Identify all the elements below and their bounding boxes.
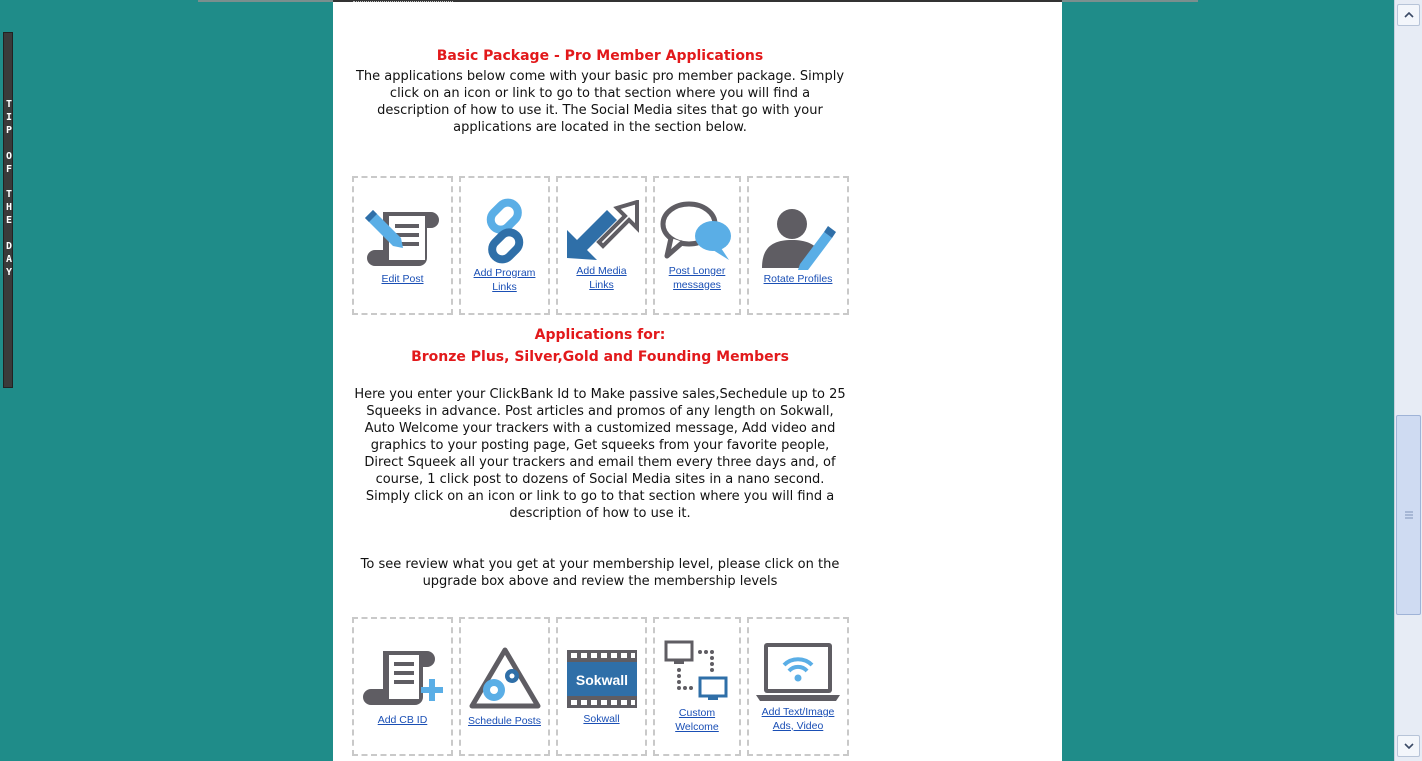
add-text-image-ads-link[interactable]: Add Text/Image Ads, Video bbox=[761, 705, 835, 732]
chevron-down-icon bbox=[1404, 743, 1414, 749]
tile-rotate-profiles[interactable] bbox=[747, 176, 849, 315]
basic-package-heading: Basic Package - Pro Member Applications bbox=[436, 48, 764, 64]
tip-of-the-day-tab[interactable] bbox=[3, 32, 13, 388]
user-edit-icon bbox=[760, 206, 836, 270]
vertical-scrollbar[interactable] bbox=[1394, 0, 1422, 761]
network-computers-icon bbox=[664, 640, 730, 704]
upgraded-apps-grid bbox=[352, 617, 849, 756]
speech-bubbles-icon bbox=[659, 200, 735, 262]
tile-sokwall[interactable] bbox=[556, 617, 647, 756]
edit-post-link[interactable]: Edit Post bbox=[381, 272, 424, 285]
tile-post-longer-messages[interactable] bbox=[653, 176, 741, 315]
tile-schedule-posts[interactable] bbox=[459, 617, 550, 756]
add-program-links-link[interactable]: Add Program Links bbox=[473, 266, 536, 293]
tile-edit-post[interactable] bbox=[352, 176, 453, 315]
post-longer-messages-link[interactable]: Post Longer messages bbox=[668, 264, 726, 291]
grip-icon bbox=[1404, 511, 1414, 519]
upgraded-heading-line1: Applications for: bbox=[534, 327, 666, 343]
sokwall-link[interactable]: Sokwall bbox=[583, 712, 620, 725]
main-content-panel bbox=[333, 0, 1062, 761]
schedule-posts-link[interactable]: Schedule Posts bbox=[468, 714, 541, 727]
tile-add-cb-id[interactable] bbox=[352, 617, 453, 756]
basic-apps-grid bbox=[352, 176, 849, 315]
tip-of-the-day-label: T I P O F T H E D A Y bbox=[5, 99, 13, 278]
scroll-down-button[interactable] bbox=[1397, 735, 1420, 757]
tile-custom-welcome[interactable] bbox=[653, 617, 741, 756]
custom-welcome-link[interactable]: Custom Welcome bbox=[675, 706, 719, 733]
membership-review-note: To see review what you get at your membership level, please click on the upgrade box above and review the membership levels bbox=[360, 557, 840, 589]
tile-add-program-links[interactable] bbox=[459, 176, 550, 315]
sokwall-badge-text: Sokwall bbox=[575, 671, 628, 688]
gears-triangle-icon bbox=[468, 646, 542, 712]
scroll-up-button[interactable] bbox=[1397, 4, 1420, 26]
media-arrows-icon bbox=[563, 200, 641, 262]
rotate-profiles-link[interactable]: Rotate Profiles bbox=[763, 272, 833, 285]
scroll-thumb[interactable] bbox=[1396, 415, 1421, 615]
add-media-links-link[interactable]: Add Media Links bbox=[576, 264, 627, 291]
chevron-up-icon bbox=[1404, 12, 1414, 18]
dotted-divider bbox=[353, 1, 453, 2]
film-strip-icon bbox=[565, 648, 639, 710]
basic-package-description: The applications below come with your basic pro member package. Simply click on an icon or link to go to that section where you will find a description of how to use it. The Social Media sites that go with your applications are located in the section below. bbox=[355, 69, 845, 135]
upgraded-description: Here you enter your ClickBank Id to Make passive sales,Sechedule up to 25 Squeeks in advance. Post articles and promos of any length on Sokwall, Auto Welcome your trackers with a customized message, Add video and graphics to your posting page, Get squeeks from your favorite people, Direct Squeek all your trackers and email them every three days and, of course, 1 click post to dozens of Social Media sites in a nano second. Simply click on an icon or link to go to that section where you will find a description of how to use it. bbox=[354, 387, 846, 521]
tile-add-text-image-ads[interactable] bbox=[747, 617, 849, 756]
upgraded-heading-line2: Bronze Plus, Silver,Gold and Founding Members bbox=[411, 349, 789, 365]
scroll-plus-icon bbox=[361, 647, 445, 711]
edit-post-icon bbox=[361, 206, 445, 270]
tile-add-media-links[interactable] bbox=[556, 176, 647, 315]
laptop-wifi-icon bbox=[754, 641, 842, 703]
chain-link-icon bbox=[470, 198, 540, 264]
add-cb-id-link[interactable]: Add CB ID bbox=[377, 713, 428, 726]
